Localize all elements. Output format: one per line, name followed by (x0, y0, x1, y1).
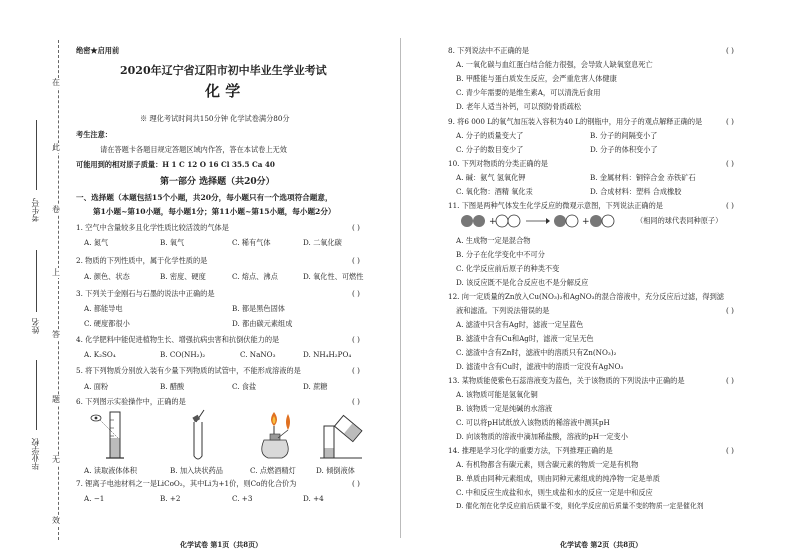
option-b: B. 甲醛能与蛋白质发生反应，会严重危害人体健康 (456, 74, 617, 83)
answer-paren: ( ) (726, 446, 734, 455)
option-b: B. 分子的间隔变小了 (590, 131, 658, 140)
school-label: 毕业学校 (31, 438, 40, 470)
binding-char: 上 (52, 268, 60, 277)
option-a: A. K₂SO₄ (84, 350, 116, 359)
exam-number-line (36, 120, 37, 190)
option-c: C. 食盐 (232, 382, 257, 391)
option-a: A. 颜色、状态 (84, 272, 130, 281)
question-stem: 7. 锂离子电池材料之一是LiCoO₂，其中Li为+1价，则Co的化合价为 (76, 479, 297, 488)
binding-char: 在 (52, 78, 60, 87)
option-c: C. 稀有气体 (232, 238, 271, 247)
diagram-note: （相同的球代表同种原子） (636, 216, 723, 225)
option-b: B. 加入块状药品 (170, 466, 223, 475)
name-label: 姓名 (31, 318, 40, 334)
answer-paren: ( ) (352, 223, 360, 232)
option-b: B. CO(NH₂)₂ (160, 350, 206, 359)
option-b: B. 金属材料：铜锌合金 赤铁矿石 (590, 173, 696, 182)
reaction-diagram (460, 212, 640, 230)
option-b: B. 该物质一定是纯碱的水溶液 (456, 404, 553, 413)
option-c: C. 化学反应前后原子的种类不变 (456, 264, 560, 273)
option-a: A. 生成物一定是混合物 (456, 236, 531, 245)
subject-title: 化 学 (205, 82, 241, 100)
answer-paren: ( ) (352, 479, 360, 488)
question-stem: 4. 化学肥料中能促进植物生长、增强抗病虫害和抗倒伏能力的是 (76, 335, 280, 344)
option-d: D. 该反应既不是化合反应也不是分解反应 (456, 278, 589, 287)
option-b: B. +2 (160, 494, 181, 503)
section-instructions-2: 第1小题~第10小题，每小题1分；第11小题~第15小题，每小题2分） (93, 207, 336, 216)
exam-number-label: 考生号 (31, 198, 40, 222)
question-stem: 12. 向一定质量的Zn放入Cu(NO₃)₂和AgNO₃的混合溶液中，充分反应后过滤，得到滤 (448, 292, 724, 301)
binding-margin (0, 0, 72, 560)
answer-paren: ( ) (352, 335, 360, 344)
figure-add-solid (178, 408, 218, 464)
answer-paren: ( ) (726, 306, 734, 315)
option-c: C. 青少年需要的是维生素A，可以清洗后食用 (456, 88, 601, 97)
school-line (36, 360, 37, 430)
option-c: C. +3 (232, 494, 253, 503)
option-c: C. NaNO₃ (240, 350, 276, 359)
svg-text:+: + (489, 217, 497, 227)
option-a: A. 碱：氨气 氢氧化钾 (456, 173, 526, 182)
answer-paren: ( ) (352, 397, 360, 406)
answer-paren: ( ) (726, 376, 734, 385)
part1-title: 第一部分 选择题（共20分） (160, 177, 275, 187)
option-c: C. 滤渣中含有Zn时，滤液中的溶质只有Zn(NO₃)₂ (456, 348, 617, 357)
question-stem: 10. 下列对物质的分类正确的是 (448, 159, 548, 168)
notice-title: 考生注意： (76, 130, 112, 139)
answer-paren: ( ) (726, 159, 734, 168)
page-footer-left: 化学试卷 第1页（共8页） (180, 540, 263, 549)
option-c: C. 氧化物：酒精 氧化汞 (456, 187, 533, 196)
page-footer-right: 化学试卷 第2页（共8页） (560, 540, 643, 549)
option-b: B. 分子在化学变化中不可分 (456, 250, 545, 259)
option-a: A. 有机物都含有碳元素，则含碳元素的物质一定是有机物 (456, 460, 639, 469)
secret-label: 绝密★启用前 (76, 46, 120, 55)
figure-light-lamp (254, 402, 298, 464)
question-stem: 1. 空气中含量较多且化学性质比较活泼的气体是 (76, 223, 229, 232)
question-stem: 9. 将6 000 L的氧气加压装入容积为40 L的钢瓶中，用分子的观点解释正确的是 (448, 117, 703, 126)
option-d: D. 催化剂在化学反应前后质量不变，则化学反应前后质量不变的物质一定是催化剂 (456, 502, 704, 510)
option-a: A. 一氧化碳与血红蛋白结合能力很强，会导致人缺氧窒息死亡 (456, 60, 653, 69)
option-d: D. 老年人适当补钙，可以预防骨质疏松 (456, 102, 582, 111)
atomic-masses: 可能用到的相对原子质量：H 1 C 12 O 16 Cl 35.5 Ca 40 (76, 160, 275, 169)
svg-text:+: + (582, 217, 590, 227)
option-a: A. 分子的质量变大了 (456, 131, 524, 140)
section-instructions: 一、选择题（本题包括15个小题，共20分，每小题只有一个选项符合题意， (76, 193, 333, 202)
question-stem: 6. 下列图示实验操作中，正确的是 (76, 397, 186, 406)
option-c: C. 点燃酒精灯 (250, 466, 296, 475)
name-line (36, 250, 37, 312)
answer-paren: ( ) (352, 289, 360, 298)
binding-char: 此 (52, 143, 60, 152)
option-d: D. +4 (303, 494, 324, 503)
option-b: B. 都是黑色固体 (232, 304, 285, 313)
binding-char: 效 (52, 516, 60, 525)
option-c: C. 分子的数目变少了 (456, 145, 524, 154)
option-a: A. 滤渣中只含有Ag时，滤液一定呈蓝色 (456, 320, 584, 329)
option-c: C. 中和反应生成盐和水，则生成盐和水的反应一定是中和反应 (456, 488, 653, 497)
binding-char: 无 (52, 455, 60, 464)
option-b: B. 单质由同种元素组成，则由同种元素组成的纯净物一定是单质 (456, 474, 660, 483)
question-stem: 11. 下图是两种气体发生化学反应的微观示意图，下列说法正确的是 (448, 201, 663, 210)
binding-dashed-line (58, 40, 59, 540)
option-d: D. NH₄H₂PO₄ (303, 350, 352, 359)
option-d: D. 都由碳元素组成 (232, 319, 293, 328)
option-d: D. 氧化性、可燃性 (303, 272, 364, 281)
option-b: B. 密度、硬度 (160, 272, 206, 281)
question-stem: 5. 将下列物质分别放入装有少量下列物质的试管中，不能形成溶液的是 (76, 366, 301, 375)
answer-paren: ( ) (726, 117, 734, 126)
figure-pour-liquid (318, 408, 366, 464)
option-a: A. 面粉 (84, 382, 109, 391)
question-stem: 8. 下列说法中不正确的是 (448, 46, 530, 55)
question-stem: 2. 物质的下列性质中，属于化学性质的是 (76, 256, 208, 265)
option-d: D. 分子的体积变小了 (590, 145, 658, 154)
answer-paren: ( ) (726, 46, 734, 55)
binding-char: 卷 (52, 205, 60, 214)
option-d: D. 二氧化碳 (303, 238, 342, 247)
question-stem: 14. 推理是学习化学的重要方法，下列推理正确的是 (448, 446, 613, 455)
binding-char: 答 (52, 330, 60, 339)
option-a: A. 氮气 (84, 238, 109, 247)
option-c: C. 硬度都很小 (84, 319, 130, 328)
option-d: D. 合成材料：塑料 合成橡胶 (590, 187, 682, 196)
question-stem: 13. 某物质能使紫色石蕊溶液变为蓝色，关于该物质的下列说法中正确的是 (448, 376, 685, 385)
option-d: D. 蔗糖 (303, 382, 328, 391)
option-b: B. 醋酸 (160, 382, 185, 391)
option-d: D. 向该物质的溶液中滴加稀盐酸，溶液的pH一定变小 (456, 432, 628, 441)
figure-read-volume (88, 408, 136, 464)
option-c: C. 熔点、沸点 (232, 272, 278, 281)
notice-text: 请在答题卡各题目规定答题区域内作答，答在本试卷上无效 (100, 145, 287, 154)
option-c: C. 可以将pH试纸放入该物质的稀溶液中测其pH (456, 418, 610, 427)
time-note: ※ 理化考试时间共150分钟 化学试卷满分80分 (140, 114, 290, 123)
exam-title: 2020年辽宁省辽阳市初中毕业生学业考试 (120, 64, 327, 77)
question-stem-cont: 液和滤渣。下列说法错误的是 (456, 306, 550, 315)
option-d: D. 倾倒液体 (316, 466, 355, 475)
option-a: A. 都能导电 (84, 304, 123, 313)
option-a: A. −1 (84, 494, 105, 503)
option-a: A. 该物质可能是氢氧化铜 (456, 390, 538, 399)
option-a: A. 读取液体体积 (84, 466, 137, 475)
question-stem: 3. 下列关于金刚石与石墨的说法中正确的是 (76, 289, 215, 298)
answer-paren: ( ) (352, 256, 360, 265)
option-b: B. 滤渣中含有Cu和Ag时，滤液一定呈无色 (456, 334, 594, 343)
page-divider (400, 38, 401, 538)
option-d: D. 滤渣中含有Cu时，滤液中的溶质一定没有AgNO₃ (456, 362, 624, 371)
binding-char: 题 (52, 395, 60, 404)
option-b: B. 氧气 (160, 238, 185, 247)
answer-paren: ( ) (352, 366, 360, 375)
answer-paren: ( ) (726, 201, 734, 210)
